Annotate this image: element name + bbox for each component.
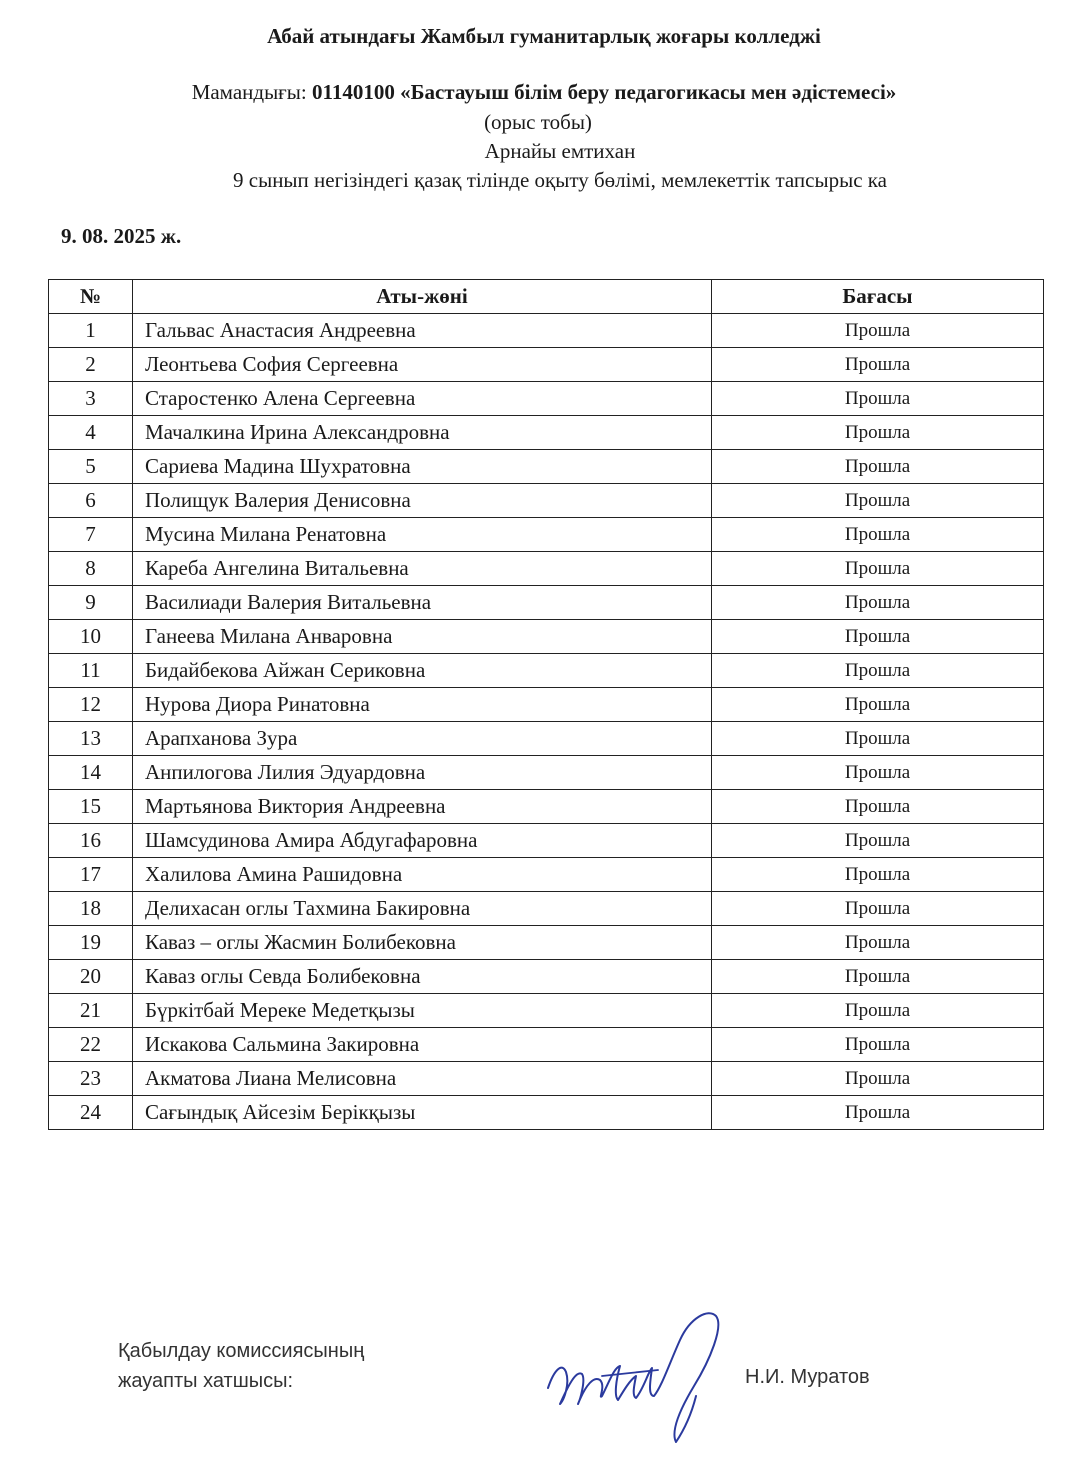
row-number: 6 [49, 484, 133, 518]
grade-value: Прошла [712, 722, 1044, 756]
grade-value: Прошла [712, 1062, 1044, 1096]
row-number: 17 [49, 858, 133, 892]
row-number: 10 [49, 620, 133, 654]
student-name: Нурова Диора Ринатовна [133, 688, 712, 722]
grade-value: Прошла [712, 416, 1044, 450]
grade-value: Прошла [712, 1028, 1044, 1062]
signer-title [118, 1336, 364, 1396]
student-name: Искакова Сальмина Закировна [133, 1028, 712, 1062]
table-row [49, 960, 1044, 994]
header-grade: Бағасы [712, 280, 1044, 314]
header-name: Аты-жөні [133, 280, 712, 314]
student-name: Ганеева Милана Анваровна [133, 620, 712, 654]
row-number: 3 [49, 382, 133, 416]
grade-value: Прошла [712, 552, 1044, 586]
row-number: 19 [49, 926, 133, 960]
specialty-line [0, 80, 1088, 105]
table-row [49, 484, 1044, 518]
table-row [49, 518, 1044, 552]
row-number: 20 [49, 960, 133, 994]
table-row [49, 654, 1044, 688]
table-row [49, 552, 1044, 586]
table-header-row [49, 280, 1044, 314]
grade-value: Прошла [712, 654, 1044, 688]
student-name: Сағындық Айсезім Берікқызы [133, 1096, 712, 1130]
row-number: 5 [49, 450, 133, 484]
table-row [49, 416, 1044, 450]
student-name: Мачалкина Ирина Александровна [133, 416, 712, 450]
results-table [48, 279, 1044, 1130]
row-number: 11 [49, 654, 133, 688]
grade-value: Прошла [712, 926, 1044, 960]
row-number: 2 [49, 348, 133, 382]
grade-value: Прошла [712, 348, 1044, 382]
student-name: Кареба Ангелина Витальевна [133, 552, 712, 586]
grade-value: Прошла [712, 450, 1044, 484]
row-number: 13 [49, 722, 133, 756]
row-number: 16 [49, 824, 133, 858]
subgroup-line: (орыс тобы) [484, 110, 592, 134]
table-row [49, 858, 1044, 892]
table-row [49, 994, 1044, 1028]
row-number: 1 [49, 314, 133, 348]
student-name: Делихасан оглы Тахмина Бакировна [133, 892, 712, 926]
student-name: Полищук Валерия Денисовна [133, 484, 712, 518]
table-row [49, 1096, 1044, 1130]
grade-value: Прошла [712, 688, 1044, 722]
grade-value: Прошла [712, 892, 1044, 926]
row-number: 9 [49, 586, 133, 620]
row-number: 23 [49, 1062, 133, 1096]
grade-value: Прошла [712, 790, 1044, 824]
table-row [49, 382, 1044, 416]
grade-value: Прошла [712, 994, 1044, 1028]
row-number: 14 [49, 756, 133, 790]
student-name: Мусина Милана Ренатовна [133, 518, 712, 552]
table-row [49, 586, 1044, 620]
exam-date: 9. 08. 2025 ж. [61, 224, 182, 248]
signer-name: Н.И. Муратов [745, 1366, 870, 1388]
row-number: 12 [49, 688, 133, 722]
exam-type-line: Арнайы емтихан [484, 139, 636, 163]
student-name: Старостенко Алена Сергеевна [133, 382, 712, 416]
grade-value: Прошла [712, 518, 1044, 552]
table-row [49, 824, 1044, 858]
grade-value: Прошла [712, 960, 1044, 994]
table-row [49, 892, 1044, 926]
college-title: Абай атындағы Жамбыл гуманитарлық жоғары колледжі [267, 24, 821, 48]
row-number: 18 [49, 892, 133, 926]
row-number: 15 [49, 790, 133, 824]
grade-value: Прошла [712, 586, 1044, 620]
grade-value: Прошла [712, 824, 1044, 858]
grade-value: Прошла [712, 858, 1044, 892]
student-name: Анпилогова Лилия Эдуардовна [133, 756, 712, 790]
grade-value: Прошла [712, 314, 1044, 348]
department-line: 9 сынып негізіндегі қазақ тілінде оқыту бөлімі, мемлекеттік тапсырыс ка [233, 168, 887, 192]
handwritten-signature [540, 1300, 730, 1450]
signer-title-line2: жауапты хатшысы: [118, 1370, 294, 1392]
student-name: Шамсудинова Амира Абдугафаровна [133, 824, 712, 858]
student-name: Бүркітбай Мереке Медетқызы [133, 994, 712, 1028]
student-name: Леонтьева София Сергеевна [133, 348, 712, 382]
grade-value: Прошла [712, 756, 1044, 790]
table-row [49, 1062, 1044, 1096]
student-name: Мартьянова Виктория Андреевна [133, 790, 712, 824]
table-row [49, 688, 1044, 722]
header-number: № [49, 280, 133, 314]
grade-value: Прошла [712, 382, 1044, 416]
table-row [49, 348, 1044, 382]
table-row [49, 722, 1044, 756]
table-row [49, 756, 1044, 790]
row-number: 7 [49, 518, 133, 552]
row-number: 22 [49, 1028, 133, 1062]
table-row [49, 314, 1044, 348]
grade-value: Прошла [712, 620, 1044, 654]
row-number: 21 [49, 994, 133, 1028]
student-name: Бидайбекова Айжан Сериковна [133, 654, 712, 688]
signer-title-line1: Қабылдау комиссиясының [118, 1340, 365, 1362]
student-name: Каваз оглы Севда Болибековна [133, 960, 712, 994]
row-number: 8 [49, 552, 133, 586]
student-name: Василиади Валерия Витальевна [133, 586, 712, 620]
specialty-label: Мамандығы: [191, 80, 312, 104]
student-name: Каваз – оглы Жасмин Болибековна [133, 926, 712, 960]
row-number: 4 [49, 416, 133, 450]
student-name: Гальвас Анастасия Андреевна [133, 314, 712, 348]
table-row [49, 450, 1044, 484]
table-row [49, 1028, 1044, 1062]
student-name: Арапханова Зура [133, 722, 712, 756]
student-name: Сариева Мадина Шухратовна [133, 450, 712, 484]
grade-value: Прошла [712, 1096, 1044, 1130]
table-row [49, 790, 1044, 824]
specialty-value: 01140100 «Бастауыш білім беру педагогикасы мен әдістемесі» [312, 80, 897, 104]
grade-value: Прошла [712, 484, 1044, 518]
table-body [49, 314, 1044, 1130]
student-name: Халилова Амина Рашидовна [133, 858, 712, 892]
table-row [49, 926, 1044, 960]
row-number: 24 [49, 1096, 133, 1130]
table-row [49, 620, 1044, 654]
student-name: Акматова Лиана Мелисовна [133, 1062, 712, 1096]
